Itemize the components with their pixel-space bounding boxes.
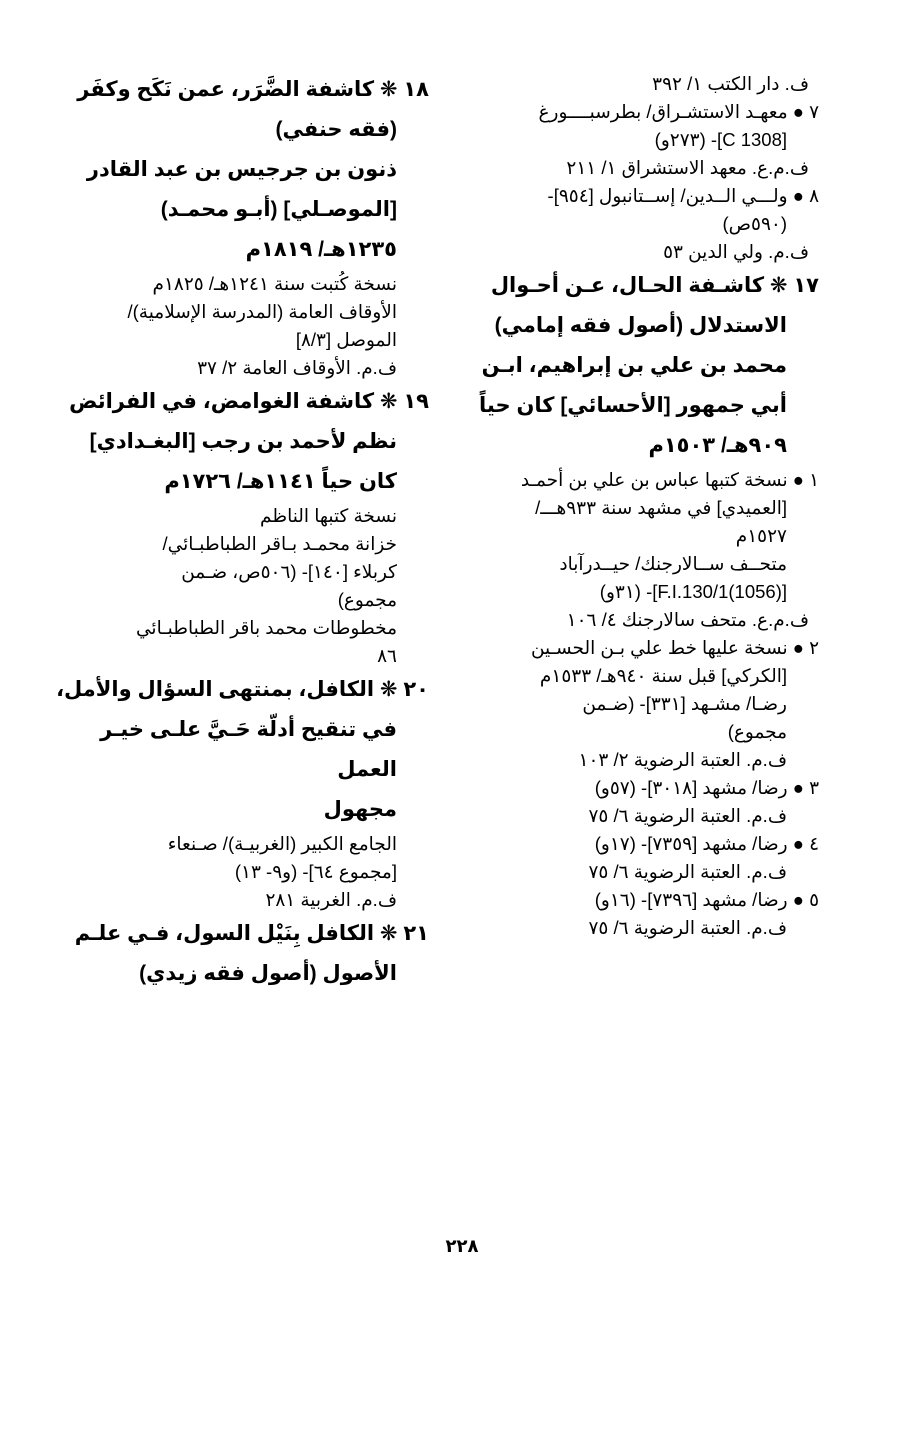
text-line: ٥ ● رضا/ مشهد [٧٣٩٦]- (١٦و) bbox=[594, 889, 819, 910]
text-line: ٩٠٩هـ/ ١٥٠٣م bbox=[648, 434, 787, 457]
text-line: (فقه حنفي) bbox=[275, 118, 397, 141]
text-line: كربلاء [١٤٠]- (٥٠٦ص، ضـمن bbox=[181, 561, 397, 582]
text-line: مجموع) bbox=[727, 721, 787, 742]
text-line: أبي جمهور [الأحسائي] كان حياً bbox=[479, 394, 787, 417]
text-line: ٨ ● ولـــي الــدين/ إســتانبول [٩٥٤]- bbox=[547, 185, 819, 206]
text-line: خزانة محمـد بـاقر الطباطبـائي/ bbox=[162, 533, 397, 554]
text-line: مجموع) bbox=[337, 589, 397, 610]
text-line: ف.م. الأوقاف العامة ٢/ ٣٧ bbox=[197, 357, 397, 378]
text-line: كان حياً ١١٤١هـ/ ١٧٢٦م bbox=[164, 470, 397, 493]
text-line: ١٩ ❋ كاشفة الغوامض، في الفرائض bbox=[69, 390, 429, 413]
text-line: [C 1308]- (٢٧٣و) bbox=[654, 129, 787, 150]
text-line: ف.م. العتبة الرضوية ٦/ ٧٥ bbox=[588, 917, 787, 938]
text-line: نظم لأحمد بن رجب [البغـدادي] bbox=[89, 430, 397, 453]
text-line: ف.م. العتبة الرضوية ٦/ ٧٥ bbox=[588, 861, 787, 882]
text-line: رضـا/ مشـهد [٣٣١]- (ضـمن bbox=[582, 693, 787, 714]
text-line: ف.م. الغربية ٢٨١ bbox=[265, 889, 397, 910]
text-line: ٧ ● معهـد الاستشـراق/ بطرسبــــورغ bbox=[538, 101, 819, 122]
text-line: مجهول bbox=[323, 798, 397, 821]
text-line: العمل bbox=[337, 758, 397, 781]
text-line: الجامع الكبير (الغربيـة)/ صـنعاء bbox=[167, 833, 397, 854]
text-line: ١٧ ❋ كاشـفة الحـال، عـن أحـوال bbox=[490, 274, 819, 297]
text-line: الأصول (أصول فقه زيدي) bbox=[139, 962, 397, 985]
text-line: [مجموع ٦٤]- (و٩- ١٣) bbox=[234, 861, 397, 882]
text-line: ف.م. العتبة الرضوية ٦/ ٧٥ bbox=[588, 805, 787, 826]
text-line: مخطوطات محمد باقر الطباطبـائي bbox=[136, 617, 397, 638]
text-line: ف. دار الكتب ١/ ٣٩٢ bbox=[652, 73, 809, 94]
left-column bbox=[19, 70, 429, 994]
text-line: في تنقيح أدلّة حَـيَّ علـى خيـر bbox=[100, 718, 397, 741]
text-line: ١٥٢٧م bbox=[735, 525, 787, 546]
text-line: الاستدلال (أصول فقه إمامي) bbox=[494, 314, 787, 337]
text-line: ١٢٣٥هـ/ ١٨١٩م bbox=[245, 238, 397, 261]
text-line: [العميدي] في مشهد سنة ٩٣٣هـــ/ bbox=[535, 497, 787, 518]
page-number: ٢٢٨ bbox=[445, 1236, 479, 1256]
text-line: [الموصـلي] (أبـو محمـد) bbox=[160, 198, 397, 221]
text-line: (٥٩٠ص) bbox=[722, 213, 787, 234]
text-line: ٢٠ ❋ الكافل، بمنتهى السؤال والأمل، bbox=[56, 678, 429, 701]
text-line: ٢ ● نسخة عليها خط علي بـن الحسـين bbox=[530, 637, 819, 658]
text-line: نسخة كتبها الناظم bbox=[260, 505, 397, 526]
text-line: ف.م. العتبة الرضوية ٢/ ١٠٣ bbox=[578, 749, 787, 770]
text-line: ف.م. ولي الدين ٥٣ bbox=[663, 241, 809, 262]
text-line: ذنون بن جرجيس بن عبد القادر bbox=[86, 158, 397, 181]
text-line: ٢١ ❋ الكافل بِنَيْل السول، فـي علـم bbox=[74, 922, 429, 945]
right-column bbox=[439, 70, 819, 942]
text-line: ١٨ ❋ كاشفة الضَّرَر، عمن نَكَح وكفَر bbox=[77, 78, 429, 101]
text-line: ٨٦ bbox=[377, 645, 397, 666]
text-line: محمد بن علي بن إبراهيم، ابـن bbox=[481, 354, 787, 377]
text-line: ١ ● نسخة كتبها عباس بن علي بن أحمـد bbox=[520, 469, 819, 490]
text-line: الموصل [٨/٣] bbox=[295, 329, 397, 350]
text-line: الأوقاف العامة (المدرسة الإسلامية)/ bbox=[127, 301, 397, 322]
text-line: ٤ ● رضا/ مشهد [٧٣٥٩]- (١٧و) bbox=[594, 833, 819, 854]
text-line: [(1056)F.I.130/1]- (٣١و) bbox=[599, 581, 787, 602]
text-line: نسخة كُتبت سنة ١٢٤١هـ/ ١٨٢٥م bbox=[152, 273, 397, 294]
text-line: [الكركي] قبل سنة ٩٤٠هـ/ ١٥٣٣م bbox=[539, 665, 787, 686]
text-line: ف.م.ع. معهد الاستشراق ١/ ٢١١ bbox=[566, 157, 809, 178]
text-line: متحــف ســالارجنك/ حيــدرآباد bbox=[559, 553, 787, 574]
text-line: ف.م.ع. متحف سالارجنك ٤/ ١٠٦ bbox=[566, 609, 809, 630]
text-line: ٣ ● رضا/ مشهد [٣٠١٨]- (٥٧و) bbox=[594, 777, 819, 798]
